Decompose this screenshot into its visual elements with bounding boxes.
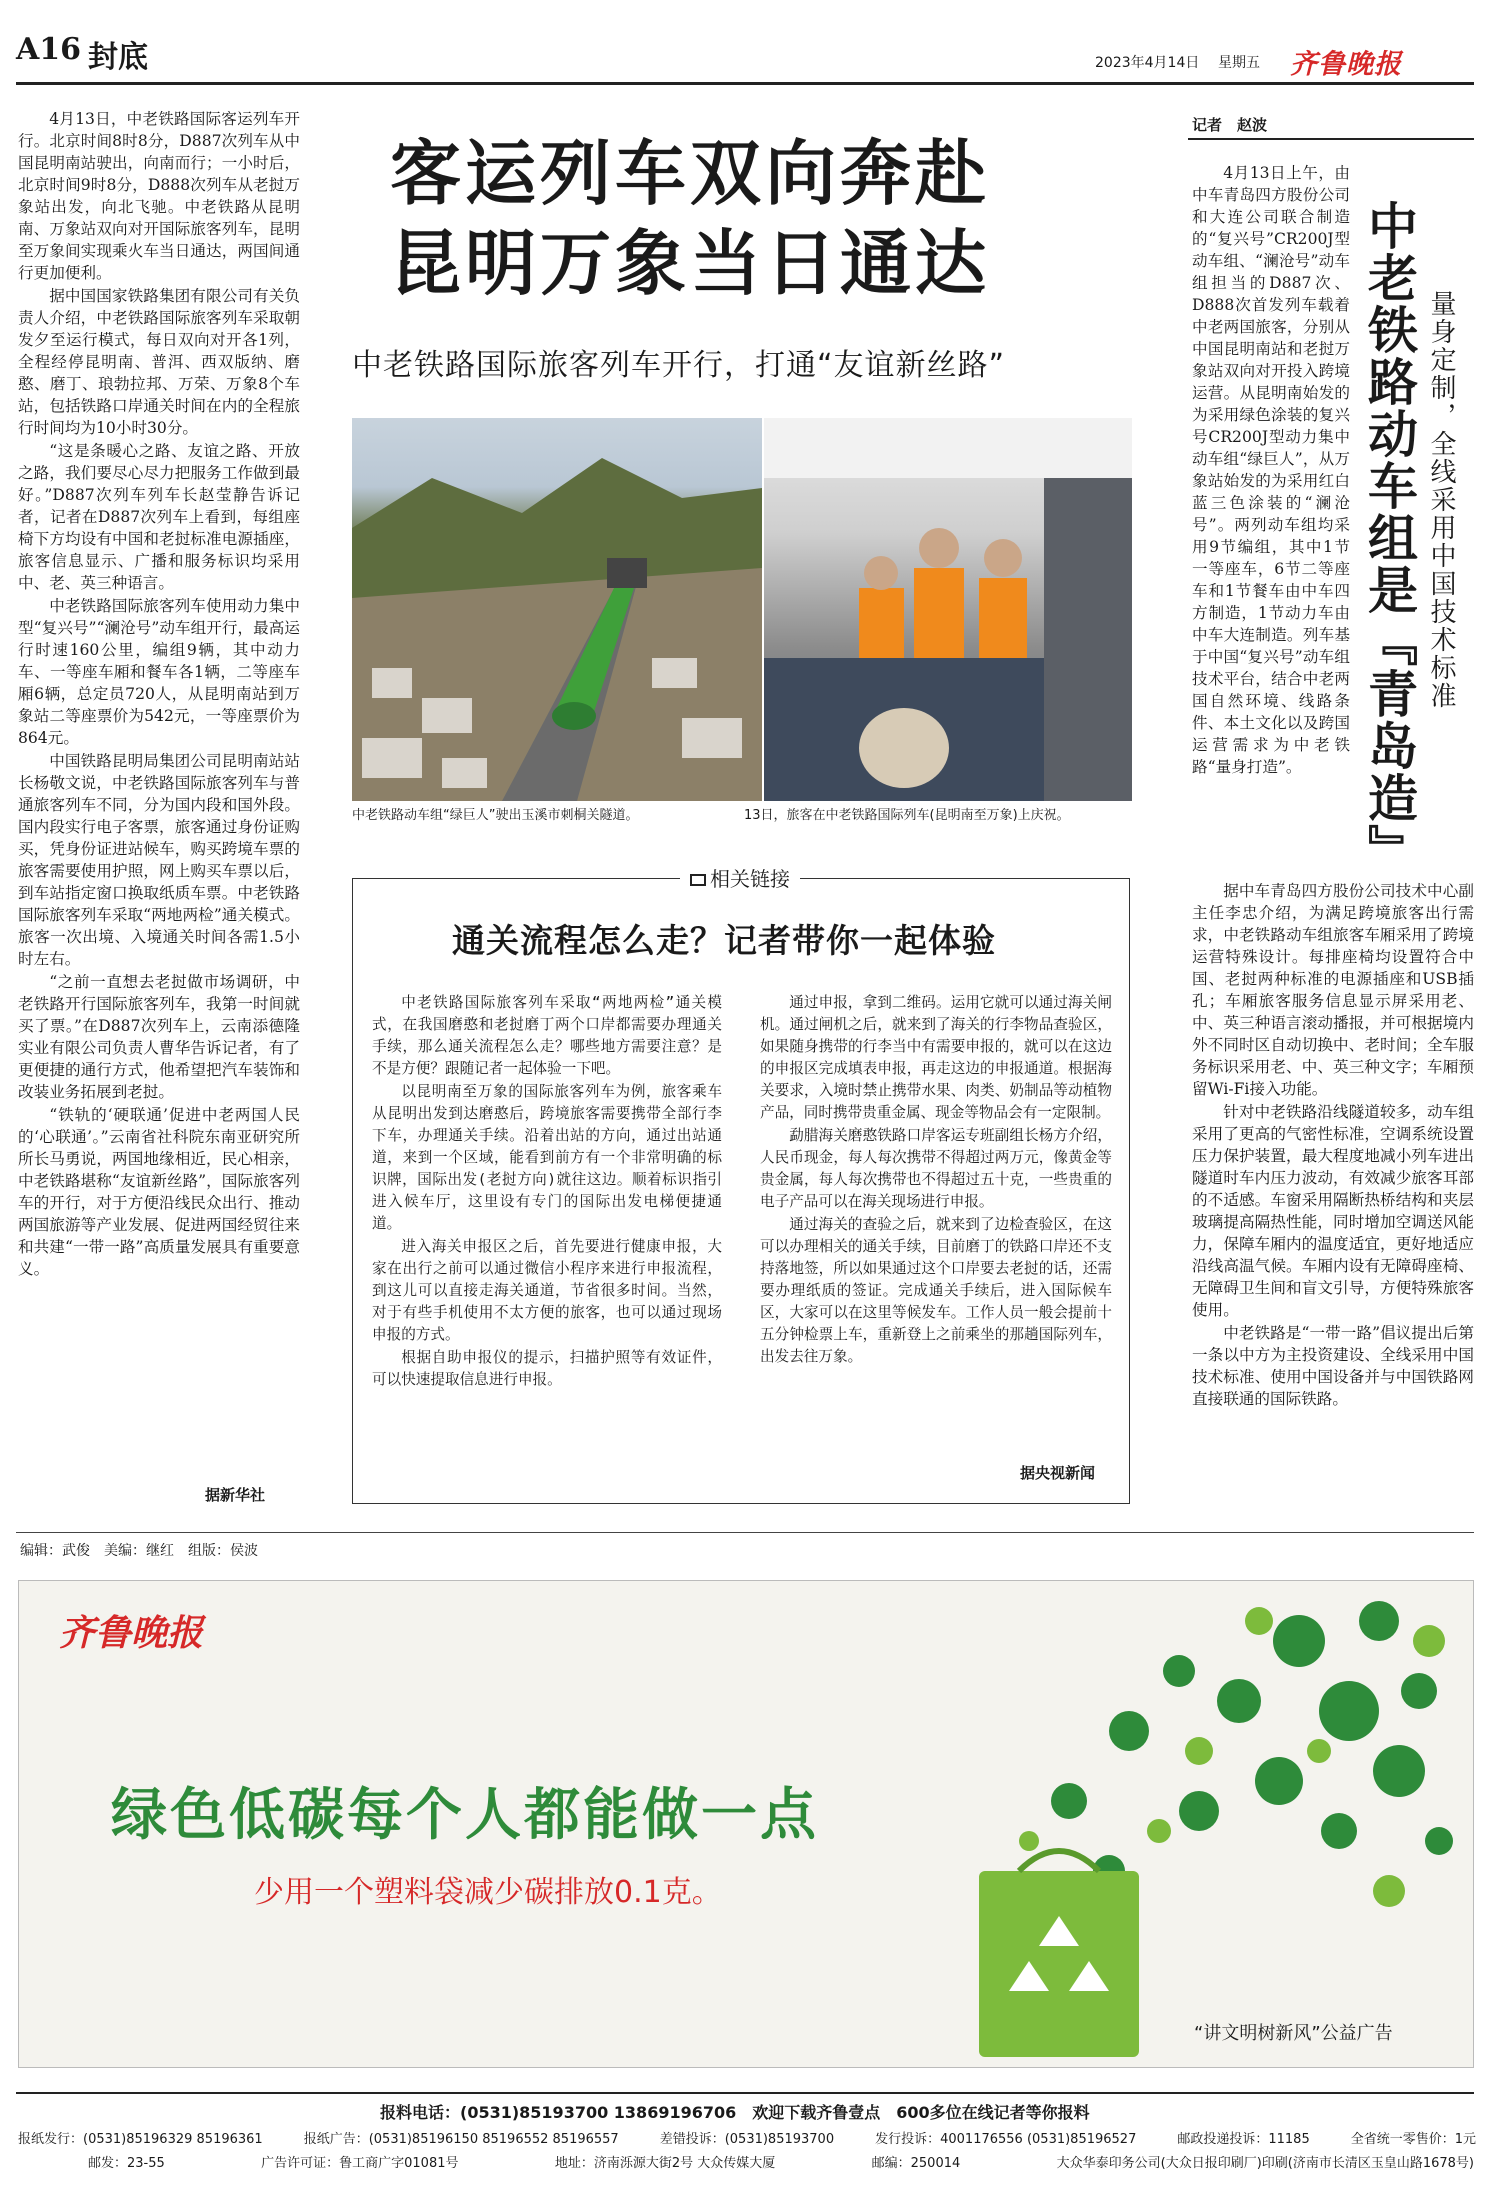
page-code: A16 — [16, 32, 82, 67]
related-paragraph: 根据自助申报仪的提示，扫描护照等有效证件，可以快速提取信息进行申报。 — [372, 1349, 722, 1388]
paper-logo: 齐鲁晚报 — [1290, 49, 1402, 80]
caption-left: 中老铁路动车组“绿巨人”驶出玉溪市刺桐关隧道。 — [352, 808, 639, 823]
related-paragraph: 中老铁路国际旅客列车采取“两地两检”通关模式，在我国磨憨和老挝磨丁两个口岸都需要办理通关手续，那么通关流程怎么走？哪些地方需要注意？是不是方便？跟随记者一起体验一下吧。 — [372, 994, 722, 1077]
footer-row2 — [18, 2128, 1476, 2147]
footer-item: 差错投诉：(0531)85193700 — [659, 2132, 835, 2147]
side-top-rule — [1188, 138, 1474, 140]
link-icon — [690, 874, 706, 886]
side-subtitle: 量身定制，全线采用中国技术标准 — [1426, 290, 1456, 710]
related-paragraph: 通过海关的查验之后，就来到了边检查验区，在这可以办理相关的通关手续，目前磨丁的铁路口岸还不支持落地签，所以如果通过这个口岸要去老挝的话，还需要办理纸质的签证。完成通关手续后，进入国际候车区，大家可以在这里等候发车。工作人员一般会提前十五分钟检票上车，重新登上之前乘坐的那趟国际列车，出发去往万象。 — [760, 1216, 1112, 1365]
main-paragraph: 据中国国家铁路集团有限公司有关负责人介绍，中老铁路国际旅客列车采取朝发夕至运行模式，每日双向对开各1列，全程经停昆明南、普洱、西双版纳、磨憨、磨丁、琅勃拉邦、万荣、万象8个车站，包括铁路口岸通关时间在内的全程旅行时间均为10小时30分。 — [18, 287, 300, 437]
issue-weekday: 星期五 — [1218, 55, 1260, 71]
main-paragraph: 中国铁路昆明局集团公司昆明南站站长杨敬文说，中老铁路国际旅客列车与普通旅客列车不同，分为国内段和国外段。国内段实行电子客票，旅客通过身份证购买，凭身份证进站候车，购买跨境车票的旅客需要使用护照，网上购买车票以后，到车站指定窗口换取纸质车票。中老铁路国际旅客列车采取“两地两检”通关模式。旅客一次出境、入境通关时间各需1.5小时左右。 — [18, 752, 300, 968]
dancers — [859, 528, 1027, 678]
ad-subline: 少用一个塑料袋减少碳排放0.1克。 — [254, 1875, 722, 1910]
issue-date: 2023年4月14日 — [1095, 55, 1200, 71]
footer-item: 全省统一零售价：1元 — [1350, 2132, 1476, 2147]
ad-tag: “讲文明树新风”公益广告 — [1194, 2023, 1393, 2044]
train-head — [552, 702, 596, 730]
section-name: 封底 — [88, 40, 148, 75]
editor-line: 编辑：武俊 美编：继红 组版：侯波 — [20, 1543, 258, 1559]
luggage-rack — [1044, 478, 1132, 801]
side-reporter: 记者 赵波 — [1192, 116, 1268, 134]
footer-item: 邮编：250014 — [871, 2156, 961, 2171]
footer-item: 发行投诉：4001176556 (0531)85196527 — [875, 2132, 1137, 2147]
editor-rule — [16, 1532, 1474, 1533]
footer-item: 大众华泰印务公司(大众日报印刷厂)印刷(济南市长清区玉皇山路1678号) — [1056, 2156, 1474, 2171]
passenger-head — [859, 708, 949, 788]
eco-graphic — [879, 1581, 1474, 2068]
side-title: 中老铁路动车组是『青岛造』 — [1360, 200, 1419, 876]
caption-right: 13日，旅客在中老铁路国际列车(昆明南至万象)上庆祝。 — [744, 808, 1070, 823]
main-paragraph: “铁轨的‘硬联通’促进中老两国人民的‘心联通’。”云南省社科院东南亚研究所所长马勇说，两国地缘相近，民心相亲，中老铁路堪称“友谊新丝路”，国际旅客列车的开行，对于方便沿线民众出行、推动两国旅游等产业发展、促进两国经贸往来和共建“一带一路”高质量发展具有重要意义。 — [18, 1106, 300, 1278]
carriage-ceiling — [764, 418, 1132, 478]
footer-item: 报纸发行：(0531)85196329 85196361 — [18, 2132, 263, 2147]
related-label — [680, 863, 800, 892]
shopping-bag — [979, 1871, 1139, 2057]
related-col-left — [372, 992, 722, 1484]
related-source: 据央视新闻 — [1020, 1464, 1096, 1482]
side-paragraph: 据中车青岛四方股份公司技术中心副主任李忠介绍，为满足跨境旅客出行需求，中老铁路动车组旅客车厢采用了跨境运营特殊设计。每排座椅均设置符合中国、老挝两种标准的电源插座和USB插孔；车厢旅客服务信息显示屏采用老、中、英三种语言滚动播报，并可根据境内外不同时区自动切换中、老时间；全车服务标识采用老、中、英三种文字；车厢预留Wi-Fi接入功能。 — [1192, 882, 1474, 1098]
tunnel-scene — [352, 418, 762, 801]
related-title: 通关流程怎么走？记者带你一起体验 — [452, 921, 996, 960]
header-rule — [16, 82, 1474, 85]
related-paragraph: 勐腊海关磨憨铁路口岸客运专班副组长杨方介绍，人民币现金，每人每次携带不得超过两万元，像黄金等贵金属，每人每次携带也不得超过五十克，一些贵重的电子产品可以在海关现场进行申报。 — [760, 1127, 1112, 1210]
eco-leaves — [1051, 1601, 1453, 1887]
related-label-text: 相关链接 — [710, 867, 790, 891]
related-paragraph: 以昆明南至万象的国际旅客列车为例，旅客乘车从昆明出发到达磨憨后，跨境旅客需要携带全部行李下车，办理通关手续。沿着出站的方向，通过出站通道，来到一个区域，能看到前方有一个非常明确的标识牌，国际出发(老挝方向)就往这边。顺着标识指引进入候车厅，这里设有专门的国际出发电梯便捷通道。 — [372, 1083, 722, 1232]
side-col-intro — [1192, 162, 1350, 822]
side-paragraph: 4月13日上午，由中车青岛四方股份公司和大连公司联合制造的“复兴号”CR200J型动车组、“澜沧号”动车组担当的D887次、D888次首发列车载着中老两国旅客，分别从中国昆明南站和老挝万象站双向对开投入跨境运营。从昆明南始发的为采用绿色涂装的复兴号CR200J型动力集中动车组“绿巨人”，从万象站始发的为采用红白蓝三色涂装的“澜沧号”。两列动车组均采用9节编组，其中1节一等座车，6节二等座车和1节餐车由中车四方制造，1节动力车由中车大连制造。列车基于中国“复兴号”动车组技术平台，结合中老两国自然环境、线路条件、本土文化以及跨国运营需求为中老铁路“量身打造”。 — [1192, 164, 1350, 776]
bag-handle — [1019, 1851, 1099, 1871]
ad-slogan: 绿色低碳每个人都能做一点 — [111, 1783, 819, 1848]
related-paragraph: 进入海关申报区之后，首先要进行健康申报，大家在出行之前可以通过微信小程序来进行申报流程，到这儿可以直接走海关通道，节省很多时间。当然，对于有些手机使用不太方便的旅客，也可以通过现场申报的方式。 — [372, 1238, 722, 1343]
footer-row3 — [88, 2152, 1474, 2171]
main-paragraph: “之前一直想去老挝做市场调研，中老铁路开行国际旅客列车，我第一时间就买了票。”在D887次列车上，云南添德隆实业有限公司负责人曹华告诉记者，有了更便捷的通行方式，他希望把汽车装饰和改装业务拓展到老挝。 — [18, 973, 300, 1101]
ad-panel — [18, 1580, 1474, 2068]
footer-item: 邮发：23-55 — [88, 2156, 165, 2171]
main-source: 据新华社 — [205, 1486, 266, 1504]
ad-logo: 齐鲁晚报 — [59, 1612, 204, 1654]
carriage-scene — [764, 418, 1132, 801]
photo-passengers — [764, 418, 1132, 801]
main-title-line1: 客运列车双向奔赴 — [390, 131, 991, 215]
main-title-line2: 昆明万象当日通达 — [390, 221, 991, 305]
footer-item: 地址：济南泺源大街2号 大众传媒大厦 — [554, 2156, 776, 2171]
tunnel-portal — [607, 558, 647, 588]
footer-item: 报纸广告：(0531)85196150 85196552 85196557 — [303, 2132, 619, 2147]
main-article-body — [18, 108, 300, 1553]
main-paragraph: 中老铁路国际旅客列车使用动力集中型“复兴号”“澜沧号”动车组开行，最高运行时速160公里，编组9辆，其中动力车、一等座车厢和餐车各1辆，二等座车厢6辆，总定员720人，从昆明南站到万象站二等座票价为542元，一等座票价为864元。 — [18, 597, 300, 747]
photo-train-tunnel — [352, 418, 762, 801]
side-paragraph: 中老铁路是“一带一路”倡议提出后第一条以中方为主投资建设、全线采用中国技术标准、使用中国设备并与中国铁路网直接联通的国际铁路。 — [1192, 1324, 1474, 1408]
side-col-body — [1192, 880, 1474, 1520]
side-paragraph: 针对中老铁路沿线隧道较多，动车组采用了更高的气密性标准，空调系统设置压力保护装置，最大程度地减小列车进出隧道时车内压力波动，有效减少旅客耳部的不适感。车窗采用隔断热桥结构和夹层玻璃提高隔热性能，同时增加空调送风能力，保障车厢内的温度适宜，更好地适应沿线高温气候。车厢内设有无障碍座椅、无障碍卫生间和盲文引导，方便特殊旅客使用。 — [1192, 1103, 1474, 1319]
related-col-right — [760, 992, 1112, 1462]
footer-rule — [16, 2092, 1474, 2094]
main-subtitle: 中老铁路国际旅客列车开行，打通“友谊新丝路” — [352, 348, 1006, 383]
footer-item: 广告许可证：鲁工商广字01081号 — [261, 2156, 459, 2171]
main-paragraph: 4月13日，中老铁路国际客运列车开行。北京时间8时8分，D887次列车从中国昆明南站驶出，向南而行；一小时后，北京时间9时8分，D888次列车从老挝万象站出发，向北飞驰。中老铁路从昆明南、万象站双向对开国际旅客列车，昆明至万象间实现乘火车当日通达，两国间通行更加便利。 — [18, 110, 300, 282]
footer-item: 邮政投递投诉：11185 — [1177, 2132, 1310, 2147]
related-paragraph: 通过申报，拿到二维码。运用它就可以通过海关闸机。通过闸机之后，就来到了海关的行李物品查验区，如果随身携带的行李当中有需要申报的，就可以在这边的申报区完成填表申报，再走这边的申报通道。根据海关要求，入境时禁止携带水果、肉类、奶制品等动植物产品，同时携带贵重金属、现金等物品会有一定限制。 — [760, 994, 1112, 1121]
main-paragraph: “这是条暖心之路、友谊之路、开放之路，我们要尽心尽力把服务工作做到最好。”D887次列车列车长赵莹静告诉记者，记者在D887次列车上看到，每组座椅下方均设有中国和老挝标准电源插座，旅客信息显示、广播和服务标识均采用中、老、英三种语言。 — [18, 442, 300, 592]
footer-hotline: 报料电话：(0531)85193700 13869196706 欢迎下载齐鲁壹点 600多位在线记者等你报料 — [380, 2103, 1090, 2122]
